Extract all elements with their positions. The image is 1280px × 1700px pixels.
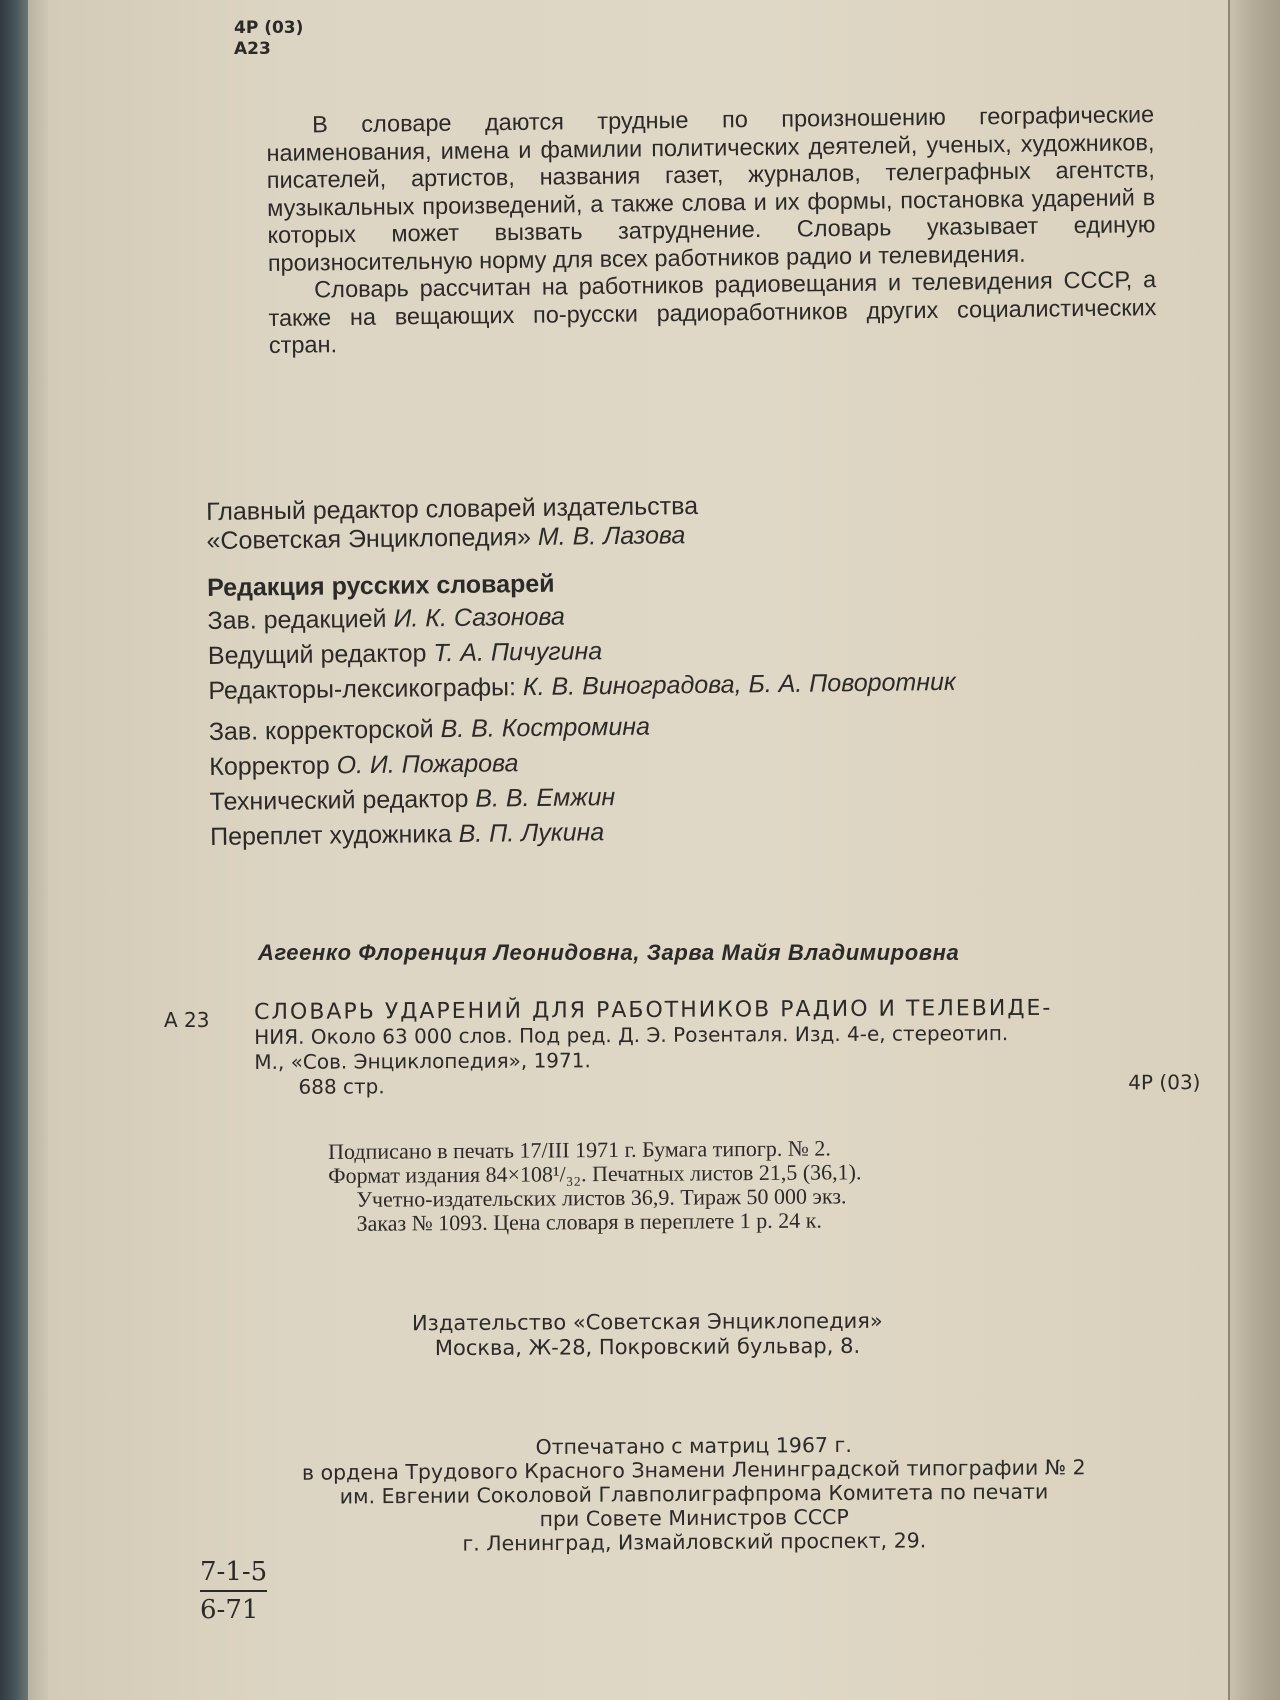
- biblio-code-right: 4Р (03): [1128, 1070, 1201, 1095]
- annotation: [266, 101, 1157, 359]
- biblio-pages-row: [254, 1070, 1200, 1101]
- chief-editor-line1: Главный редактор словарей издательства: [206, 491, 699, 526]
- classification-code-line2: А23: [234, 39, 271, 59]
- book-spine: [0, 0, 28, 1700]
- authors-line: Агеенко Флоренция Леонидовна, Зарва Майя Владимировна: [258, 940, 960, 965]
- annotation-paragraph-1: В словаре даются трудные по произношению географические наименования, имена и фамилии политических деятелей, ученых, художников, писателей, артистов, названия газет, журналов, телеграфных агентств, музыкальных произведений, а также слова и их формы, постановка ударений в которых может вызвать затруднение. Словарь указывает единую произносительную норму для всех работников радио и телевидения.: [266, 101, 1156, 276]
- staff-row-head: [207, 598, 955, 636]
- page-count: 688 стр.: [298, 1074, 385, 1099]
- spine-shadow: [28, 0, 48, 1700]
- staff-label: Редакторы-лексикографы:: [208, 673, 517, 705]
- staff-label: Ведущий редактор: [207, 639, 427, 670]
- index-fraction: [200, 1556, 267, 1626]
- printer-line-2: в ордена Трудового Красного Знамени Ленинградской типографии № 2: [301, 1455, 1086, 1485]
- staff-name: В. В. Костромина: [440, 712, 651, 744]
- staff-label: Переплет художника: [209, 820, 452, 851]
- biblio-line-2: НИЯ. Около 63 000 слов. Под ред. Д. Э. Розенталя. Изд. 4-е, стереотип.: [254, 1021, 1009, 1049]
- page-edge: [1228, 0, 1280, 1700]
- print-imprint: [328, 1136, 862, 1236]
- chief-editor-name: М. В. Лазова: [537, 521, 686, 551]
- staff-name: В. В. Емжин: [475, 783, 616, 813]
- imprint-line-1: Подписано в печать 17/III 1971 г. Бумага типогр. № 2.: [327, 1135, 831, 1164]
- printer-line-4: при Совете Министров СССР: [539, 1504, 849, 1532]
- staff-label: Зав. редакцией: [207, 604, 387, 635]
- staff-name: К. В. Виноградова, Б. А. Поворотник: [522, 667, 956, 702]
- index-numerator: 7-1-5: [200, 1556, 267, 1592]
- bibliographic-code: А 23: [164, 1008, 210, 1032]
- index-denominator: 6-71: [200, 1595, 259, 1625]
- printer-block: [204, 1431, 1185, 1558]
- staff-row-lead-editor: [208, 633, 956, 671]
- classification-code-line1: 4Р (03): [234, 18, 304, 38]
- edition-heading: Редакция русских словарей: [206, 569, 555, 602]
- biblio-line-3: М., «Сов. Энциклопедия», 1971.: [254, 1048, 591, 1074]
- staff-row-tech-editor: [210, 779, 958, 817]
- imprint-line-2: Формат издания 84×108¹/₃₂. Печатных листов 21,5 (36,1).: [328, 1159, 862, 1188]
- editorial-staff: [206, 489, 958, 852]
- publisher-address: Москва, Ж-28, Покровский бульвар, 8.: [434, 1333, 861, 1361]
- publisher-name: Издательство «Советская Энциклопедия»: [411, 1308, 883, 1336]
- staff-name: Т. А. Пичугина: [433, 637, 603, 668]
- staff-row-proof-head: [209, 709, 957, 747]
- chief-editor-publisher: «Советская Энциклопедия»: [206, 523, 532, 555]
- biblio-title-line: СЛОВАРЬ УДАРЕНИЙ ДЛЯ РАБОТНИКОВ РАДИО И ТЕЛЕВИДЕ-: [254, 995, 1053, 1025]
- printer-line-3: им. Евгении Соколовой Главполиграфпрома Комитета по печати: [339, 1479, 1049, 1509]
- publisher-block: [412, 1309, 883, 1361]
- classification-code: [234, 18, 303, 60]
- imprint-line-3: Учетно-издательских листов 36,9. Тираж 50 000 экз.: [356, 1183, 847, 1212]
- staff-label: Корректор: [209, 751, 330, 781]
- bibliographic-record: [254, 995, 1201, 1101]
- imprint-line-4: Заказ № 1093. Цена словаря в переплете 1 р. 24 к.: [356, 1207, 822, 1236]
- printer-line-1: Отпечатано с матриц 1967 г.: [535, 1432, 852, 1460]
- staff-row-proofreader: [209, 744, 957, 782]
- staff-row-lexicographers: [208, 668, 956, 706]
- staff-name: И. К. Сазонова: [393, 602, 566, 633]
- annotation-paragraph-2: Словарь рассчитан на работников радиовещания и телевидения СССР, а также на вещающих по-русски радиоработников других социалистических стран.: [268, 266, 1157, 358]
- printer-line-5: г. Ленинград, Измайловский проспект, 29.: [462, 1528, 927, 1556]
- staff-label: Технический редактор: [209, 784, 469, 816]
- staff-row-binding: [210, 814, 958, 852]
- staff-name: О. И. Пожарова: [336, 749, 519, 780]
- book-page: [48, 0, 1228, 1700]
- staff-name: В. П. Лукина: [458, 818, 605, 848]
- staff-label: Зав. корректорской: [208, 715, 434, 746]
